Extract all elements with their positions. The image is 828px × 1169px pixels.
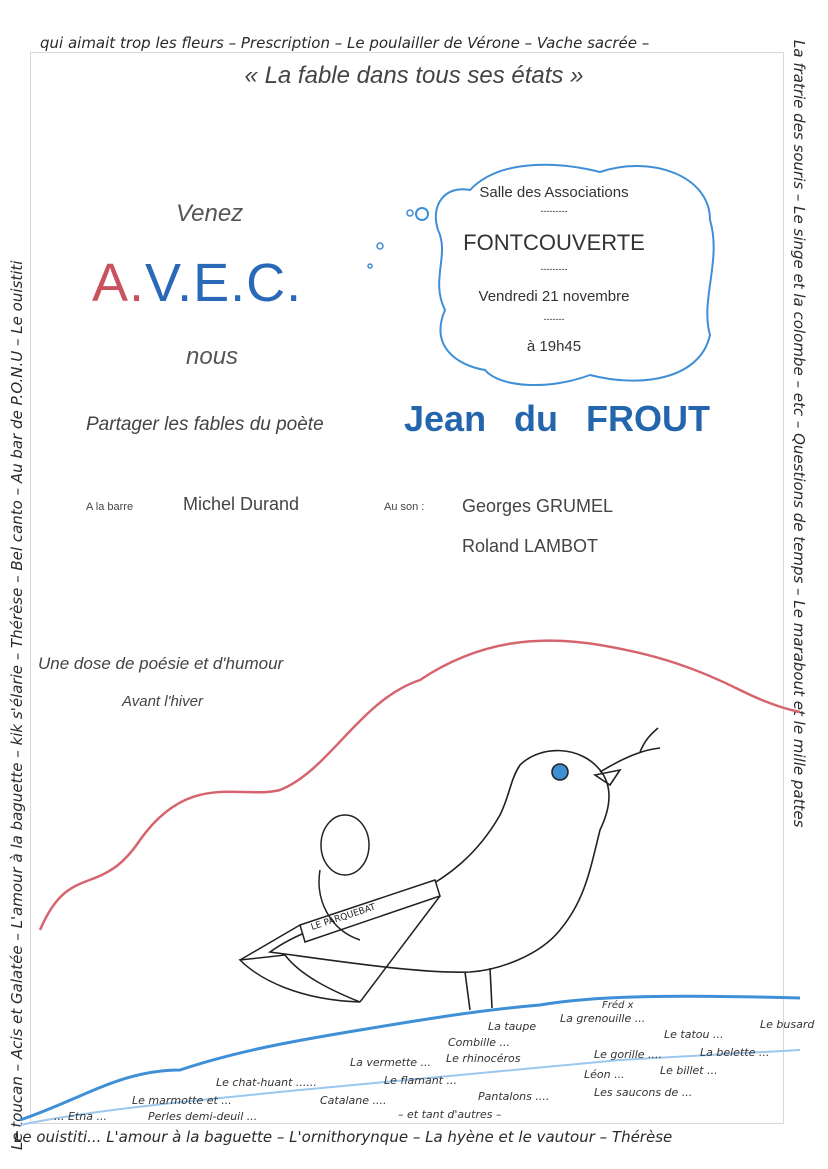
barre-name: Michel Durand xyxy=(183,494,300,514)
venez-text: Venez xyxy=(176,200,244,227)
fable-label: Le billet ... xyxy=(660,1064,718,1077)
fable-label: Les saucons de ... xyxy=(594,1086,693,1099)
fable-label: Le marmotte et ... xyxy=(132,1094,232,1107)
dove-icon xyxy=(270,728,660,1010)
signature: Fréd x xyxy=(602,1000,634,1011)
venue-time: à 19h45 xyxy=(526,338,582,355)
son-name-2: Roland LAMBOT xyxy=(462,536,599,556)
fable-label: – et tant d'autres – xyxy=(398,1108,502,1121)
venue-separator-3: ------- xyxy=(543,314,565,324)
barre-label: A la barre xyxy=(86,501,134,513)
nous-text: nous xyxy=(186,343,239,370)
fable-label: Le rhinocéros xyxy=(446,1052,521,1065)
avec-letter-c: C. xyxy=(246,253,303,313)
border-right-text: La fratrie des souris – Le singe et la colombe – etc – Questions de temps – Le marabout et le mille pattes xyxy=(790,40,808,828)
fable-label: La vermette ... xyxy=(350,1056,432,1069)
fable-label: Combille ... xyxy=(448,1036,511,1049)
fable-label: Catalane .... xyxy=(320,1094,387,1107)
page-title: « La fable dans tous ses états » xyxy=(244,62,584,89)
fable-label: Pantalons .... xyxy=(478,1090,550,1103)
fable-label: Léon ... xyxy=(584,1068,625,1081)
fable-label: Le gorille .... xyxy=(594,1048,663,1061)
venue-separator-2: --------- xyxy=(540,264,568,274)
son-label: Au son : xyxy=(384,501,425,513)
fable-label: ... Etna ... xyxy=(54,1110,107,1123)
fable-label: Le chat-huant ...... xyxy=(216,1076,317,1089)
venue-town: FONTCOUVERTE xyxy=(463,230,645,255)
tagline-line1: Une dose de poésie et d'humour xyxy=(38,654,284,673)
tagline-line2: Avant l'hiver xyxy=(122,693,203,710)
avec-letter-a: A. xyxy=(92,253,146,313)
boat-icon xyxy=(240,815,440,1002)
fable-label: Perles demi-deuil ... xyxy=(148,1110,258,1123)
border-bottom-text: Le ouistiti... L'amour à la baguette – L'ornithorynque – La hyène et le vautour – Thérèse xyxy=(14,1128,673,1146)
venue-separator-1: --------- xyxy=(540,206,568,216)
avec-letter-e: E. xyxy=(193,253,247,313)
border-top-text: qui aimait trop les fleurs – Prescription – Le poulailler de Vérone – Vache sacrée – xyxy=(40,34,650,52)
fable-label: Le tatou ... xyxy=(664,1028,724,1041)
son-name-1: Georges GRUMEL xyxy=(462,496,614,516)
venue-date: Vendredi 21 novembre xyxy=(478,288,630,305)
border-left-text: Le toucan – Acis et Galatée – L'amour à la baguette – kik s'élarie – Thérèse – Bel canto – Au bar de P.O.N.U – Le ouistiti xyxy=(8,260,26,1150)
fable-label: La belette ... xyxy=(700,1046,770,1059)
avec-letter-v: V. xyxy=(145,253,194,313)
venue-place: Salle des Associations xyxy=(479,184,629,201)
partager-text: Partager les fables du poète xyxy=(86,414,324,435)
poet-name: Jean du FROUT xyxy=(404,398,711,439)
fable-label: Le busard xyxy=(760,1018,815,1031)
fable-label: La taupe xyxy=(488,1020,537,1033)
fable-label: La grenouille ... xyxy=(560,1012,646,1025)
fable-label: Le flamant ... xyxy=(384,1074,457,1087)
boat-name-label: LE PARQUEBAT xyxy=(309,902,377,933)
avec-logo xyxy=(92,252,302,314)
